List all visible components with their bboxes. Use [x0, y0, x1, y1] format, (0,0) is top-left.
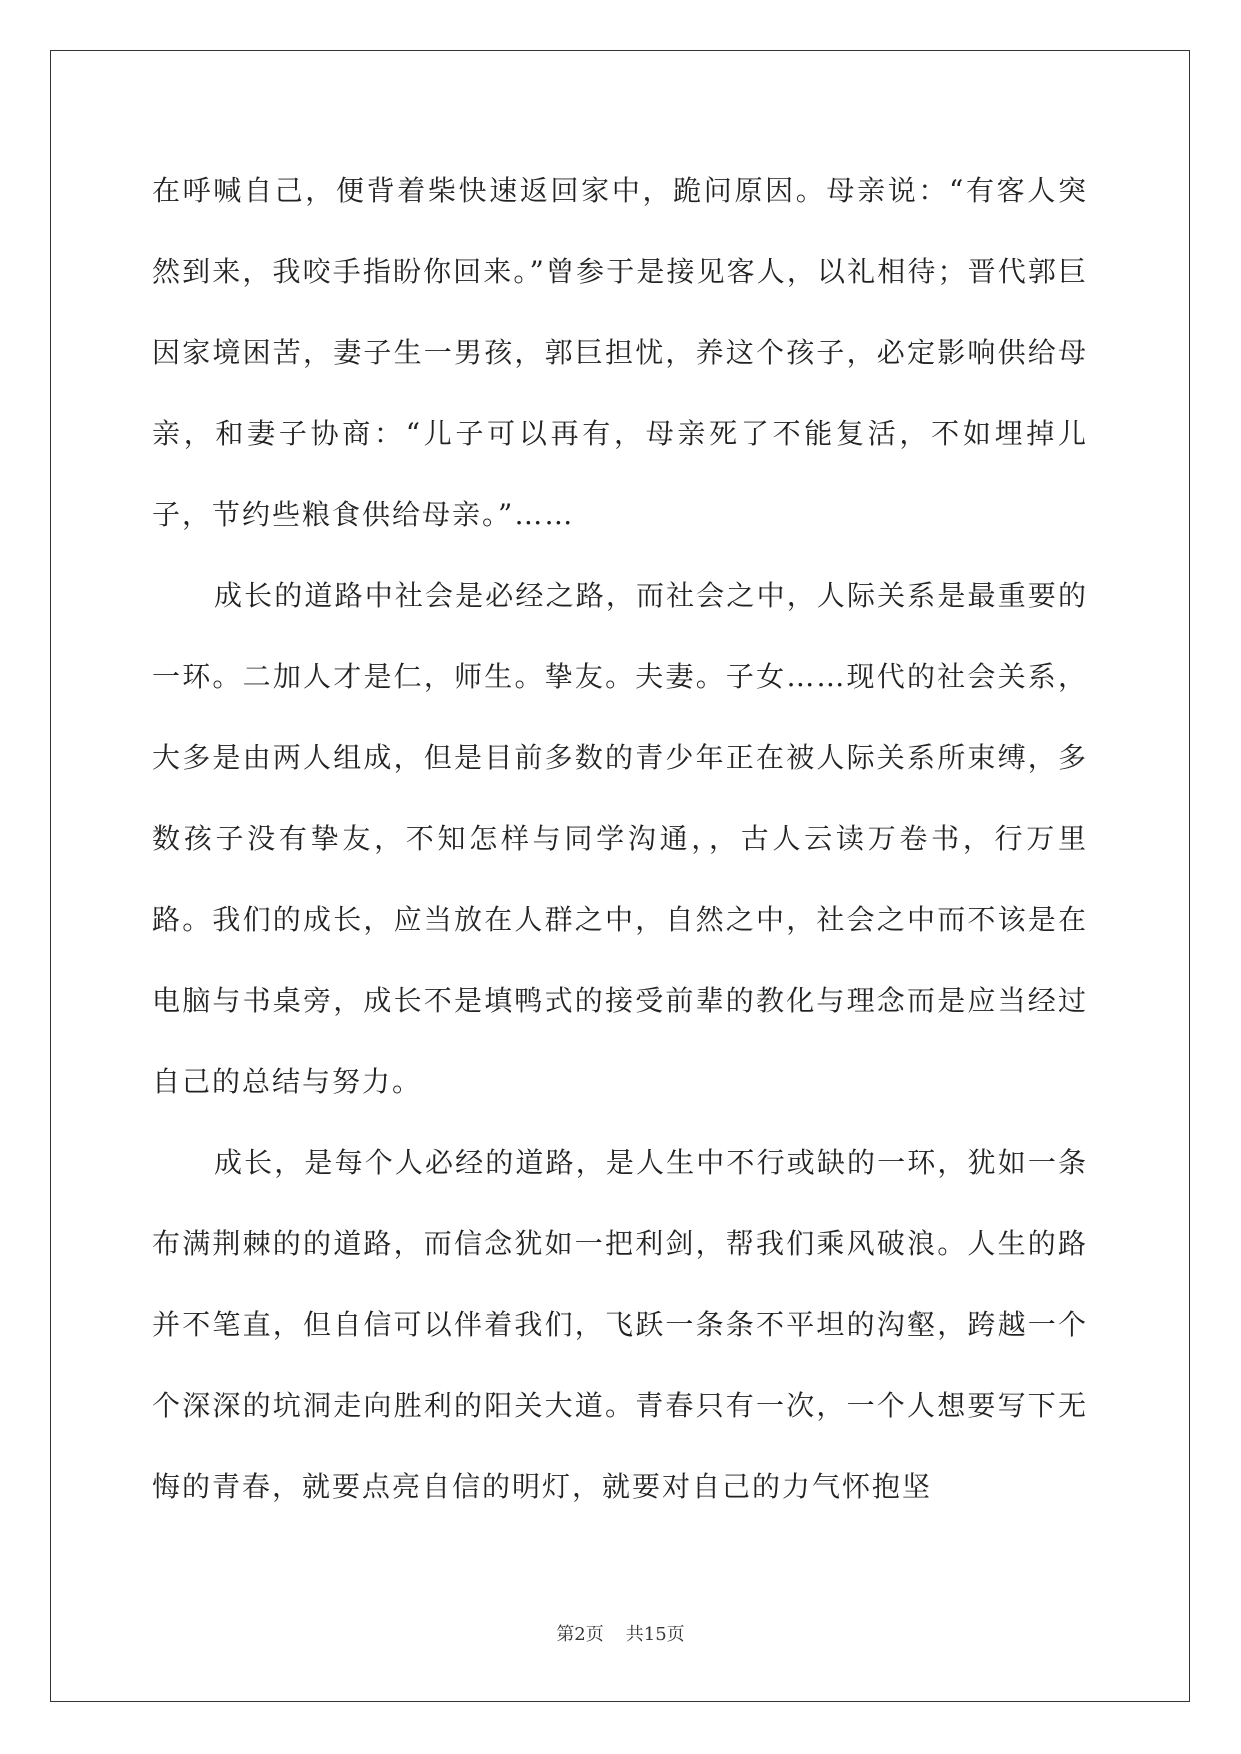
- document-body: [152, 150, 1088, 1527]
- page-footer: [0, 1623, 1241, 1647]
- total-pages: 共15页: [625, 1624, 685, 1645]
- paragraph-3: 成长，是每个人必经的道路，是人生中不行或缺的一环，犹如一条布满荆棘的的道路，而信念犹如一把利剑，帮我们乘风破浪。人生的路并不笔直，但自信可以伴着我们，飞跃一条条不平坦的沟壑，跨越一个个深深的坑洞走向胜利的阳关大道。青春只有一次，一个人想要写下无悔的青春，就要点亮自信的明灯，就要对自己的力气怀抱坚: [152, 1146, 1088, 1503]
- paragraph-1: 在呼喊自己，便背着柴快速返回家中，跪问原因。母亲说：“有客人突然到来，我咬手指盼你回来。”曾参于是接见客人，以礼相待；晋代郭巨因家境困苦，妻子生一男孩，郭巨担忧，养这个孩子，必定影响供给母亲，和妻子协商：“儿子可以再有，母亲死了不能复活，不如埋掉儿子，节约些粮食供给母亲。”……: [152, 174, 1088, 531]
- page-number: 第2页: [556, 1624, 604, 1645]
- paragraph-2: 成长的道路中社会是必经之路，而社会之中，人际关系是最重要的一环。二加人才是仁，师生。挚友。夫妻。子女……现代的社会关系，大多是由两人组成，但是目前多数的青少年正在被人际关系所束缚，多数孩子没有挚友，不知怎样与同学沟通，，古人云读万卷书，行万里路。我们的成长，应当放在人群之中，自然之中，社会之中而不该是在电脑与书桌旁，成长不是填鸭式的接受前辈的教化与理念而是应当经过自己的总结与努力。: [152, 579, 1088, 1098]
